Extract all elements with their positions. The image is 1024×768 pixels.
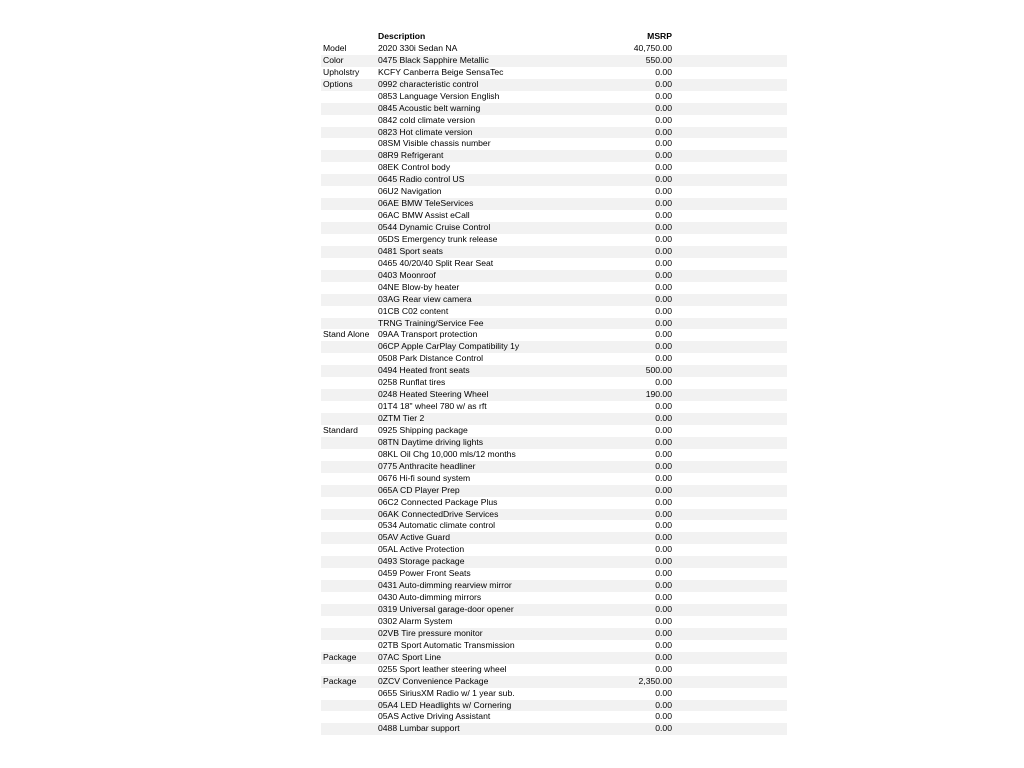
table-row xyxy=(321,509,787,521)
table-row xyxy=(321,640,787,652)
table-row xyxy=(321,485,787,497)
row-msrp: 40,750.00 xyxy=(633,42,672,53)
row-description: 0494 Heated front seats xyxy=(378,365,470,376)
row-description: 065A CD Player Prep xyxy=(378,484,460,495)
table-row xyxy=(321,592,787,604)
table-row xyxy=(321,461,787,473)
row-msrp: 0.00 xyxy=(655,257,672,268)
row-msrp: 0.00 xyxy=(655,413,672,423)
row-msrp: 0.00 xyxy=(655,496,672,507)
table-row xyxy=(321,79,787,91)
row-msrp: 0.00 xyxy=(655,460,672,471)
row-msrp: 0.00 xyxy=(655,615,672,626)
row-msrp: 0.00 xyxy=(655,520,672,531)
price-sheet xyxy=(321,31,787,735)
table-row xyxy=(321,628,787,640)
row-description: 0302 Alarm System xyxy=(378,615,453,626)
row-category: Package xyxy=(323,675,357,686)
row-msrp: 0.00 xyxy=(655,508,672,519)
row-description: 06U2 Navigation xyxy=(378,186,442,197)
row-description: KCFY Canberra Beige SensaTec xyxy=(378,66,504,77)
table-row xyxy=(321,425,787,437)
msrp-header: MSRP xyxy=(647,31,672,41)
row-description: 0544 Dynamic Cruise Control xyxy=(378,222,491,232)
row-msrp: 0.00 xyxy=(655,353,672,364)
row-description: 03AG Rear view camera xyxy=(378,293,472,304)
table-row xyxy=(321,43,787,55)
row-msrp: 0.00 xyxy=(655,532,672,543)
row-description: 0431 Auto-dimming rearview mirror xyxy=(378,580,512,591)
row-msrp: 550.00 xyxy=(645,54,672,65)
table-row xyxy=(321,437,787,449)
row-description: 06C2 Connected Package Plus xyxy=(378,496,498,507)
row-description: 0488 Lumbar support xyxy=(378,723,460,734)
table-row xyxy=(321,401,787,413)
row-description: 0465 40/20/40 Split Rear Seat xyxy=(378,257,494,268)
table-row xyxy=(321,91,787,103)
row-description: 0459 Power Front Seats xyxy=(378,568,471,579)
row-description: 0255 Sport leather steering wheel xyxy=(378,663,507,674)
row-msrp: 0.00 xyxy=(655,436,672,447)
row-msrp: 0.00 xyxy=(655,305,672,316)
row-category: Standard xyxy=(323,424,358,435)
table-row xyxy=(321,353,787,365)
table-row xyxy=(321,246,787,258)
row-msrp: 0.00 xyxy=(655,269,672,280)
row-description: 0992 characteristic control xyxy=(378,78,479,89)
row-description: 0508 Park Distance Control xyxy=(378,353,484,364)
table-row xyxy=(321,688,787,700)
row-msrp: 0.00 xyxy=(655,639,672,650)
row-category: Color xyxy=(323,54,344,65)
row-category: Options xyxy=(323,78,353,89)
row-description: 09AA Transport protection xyxy=(378,329,478,340)
row-msrp: 2,350.00 xyxy=(638,675,672,686)
row-description: 08SM Visible chassis number xyxy=(378,138,491,149)
row-msrp: 0.00 xyxy=(655,78,672,89)
row-description: 0ZTM Tier 2 xyxy=(378,413,425,423)
row-msrp: 0.00 xyxy=(655,150,672,161)
table-row xyxy=(321,365,787,377)
table-row xyxy=(321,604,787,616)
row-msrp: 0.00 xyxy=(655,317,672,328)
row-msrp: 0.00 xyxy=(655,627,672,638)
row-msrp: 0.00 xyxy=(655,448,672,459)
table-row xyxy=(321,127,787,139)
row-description: 0842 cold climate version xyxy=(378,114,475,125)
table-row xyxy=(321,115,787,127)
row-description: 0ZCV Convenience Package xyxy=(378,675,489,686)
table-row xyxy=(321,174,787,186)
row-msrp: 0.00 xyxy=(655,233,672,244)
table-row xyxy=(321,723,787,735)
row-msrp: 0.00 xyxy=(655,544,672,555)
row-description: 06AE BMW TeleServices xyxy=(378,198,474,209)
row-description: 0430 Auto-dimming mirrors xyxy=(378,592,482,603)
row-msrp: 0.00 xyxy=(655,90,672,101)
row-msrp: 0.00 xyxy=(655,424,672,435)
table-row xyxy=(321,55,787,67)
row-msrp: 0.00 xyxy=(655,186,672,197)
table-row xyxy=(321,676,787,688)
row-description: 0493 Storage package xyxy=(378,556,465,567)
table-row xyxy=(321,497,787,509)
row-msrp: 0.00 xyxy=(655,102,672,113)
row-description: 02VB Tire pressure monitor xyxy=(378,627,483,638)
row-description: 08R9 Refrigerant xyxy=(378,150,444,161)
row-msrp: 0.00 xyxy=(655,138,672,149)
row-description: 0534 Automatic climate control xyxy=(378,520,496,531)
table-row xyxy=(321,544,787,556)
row-description: TRNG Training/Service Fee xyxy=(378,317,484,328)
row-msrp: 0.00 xyxy=(655,114,672,125)
table-row xyxy=(321,652,787,664)
row-description: 05A4 LED Headlights w/ Cornering xyxy=(378,699,512,710)
row-description: 05AL Active Protection xyxy=(378,544,465,555)
row-description: 08KL Oil Chg 10,000 mls/12 months xyxy=(378,448,516,459)
table-row xyxy=(321,616,787,628)
row-description: 0475 Black Sapphire Metallic xyxy=(378,54,489,65)
row-msrp: 0.00 xyxy=(655,377,672,388)
table-row xyxy=(321,103,787,115)
table-row xyxy=(321,473,787,485)
table-row xyxy=(321,294,787,306)
row-description: 0775 Anthracite headliner xyxy=(378,460,476,471)
row-msrp: 0.00 xyxy=(655,604,672,614)
row-category: Stand Alone xyxy=(323,329,370,340)
row-msrp: 0.00 xyxy=(655,281,672,292)
row-msrp: 0.00 xyxy=(655,687,672,698)
row-msrp: 0.00 xyxy=(655,699,672,710)
row-description: 0645 Radio control US xyxy=(378,174,465,185)
row-description: 0823 Hot climate version xyxy=(378,126,473,137)
row-msrp: 0.00 xyxy=(655,210,672,221)
row-description: 2020 330i Sedan NA xyxy=(378,42,458,53)
table-row xyxy=(321,377,787,389)
table-row xyxy=(321,198,787,210)
row-description: 0248 Heated Steering Wheel xyxy=(378,389,489,400)
row-msrp: 0.00 xyxy=(655,222,672,232)
row-description: 0853 Language Version English xyxy=(378,90,500,101)
row-description: 0403 Moonroof xyxy=(378,269,436,280)
row-msrp: 0.00 xyxy=(655,401,672,412)
table-row xyxy=(321,138,787,150)
row-description: 01CB C02 content xyxy=(378,305,449,316)
table-row xyxy=(321,282,787,294)
row-msrp: 0.00 xyxy=(655,66,672,77)
table-row xyxy=(321,258,787,270)
row-msrp: 190.00 xyxy=(645,389,672,400)
row-msrp: 0.00 xyxy=(655,556,672,567)
row-description: 0481 Sport seats xyxy=(378,245,443,256)
row-description: 0258 Runflat tires xyxy=(378,377,446,388)
row-msrp: 0.00 xyxy=(655,341,672,352)
row-description: 01T4 18" wheel 780 w/ as rft xyxy=(378,401,487,412)
table-row xyxy=(321,532,787,544)
row-msrp: 0.00 xyxy=(655,293,672,304)
row-description: 0845 Acoustic belt warning xyxy=(378,102,481,113)
description-header: Description xyxy=(378,31,426,41)
row-msrp: 0.00 xyxy=(655,663,672,674)
table-row xyxy=(321,580,787,592)
row-msrp: 0.00 xyxy=(655,723,672,734)
row-msrp: 0.00 xyxy=(655,580,672,591)
header-row xyxy=(321,31,787,43)
table-row xyxy=(321,700,787,712)
row-description: 05AV Active Guard xyxy=(378,532,450,543)
row-description: 06AK ConnectedDrive Services xyxy=(378,508,499,519)
table-row xyxy=(321,306,787,318)
table-row xyxy=(321,449,787,461)
row-description: 04NE Blow-by heater xyxy=(378,281,460,292)
row-description: 0655 SiriusXM Radio w/ 1 year sub. xyxy=(378,687,515,698)
table-row xyxy=(321,150,787,162)
row-msrp: 0.00 xyxy=(655,592,672,603)
table-row xyxy=(321,186,787,198)
row-msrp: 0.00 xyxy=(655,711,672,722)
line-items xyxy=(321,43,787,735)
row-description: 08EK Control body xyxy=(378,162,451,173)
row-description: 06AC BMW Assist eCall xyxy=(378,210,470,221)
table-row xyxy=(321,162,787,174)
row-msrp: 0.00 xyxy=(655,245,672,256)
row-msrp: 0.00 xyxy=(655,472,672,483)
table-row xyxy=(321,222,787,234)
table-row xyxy=(321,568,787,580)
row-msrp: 0.00 xyxy=(655,162,672,173)
row-description: 08TN Daytime driving lights xyxy=(378,436,484,447)
table-row xyxy=(321,234,787,246)
row-description: 05DS Emergency trunk release xyxy=(378,233,498,244)
row-msrp: 0.00 xyxy=(655,484,672,495)
table-row xyxy=(321,210,787,222)
table-row xyxy=(321,341,787,353)
table-row xyxy=(321,556,787,568)
row-msrp: 0.00 xyxy=(655,174,672,185)
row-category: Model xyxy=(323,42,347,53)
row-description: 05AS Active Driving Assistant xyxy=(378,711,491,722)
row-category: Upholstry xyxy=(323,66,360,77)
table-row xyxy=(321,520,787,532)
table-row xyxy=(321,318,787,330)
row-description: 0319 Universal garage-door opener xyxy=(378,604,514,614)
table-row xyxy=(321,270,787,282)
row-msrp: 0.00 xyxy=(655,126,672,137)
table-row xyxy=(321,413,787,425)
table-row xyxy=(321,329,787,341)
table-row xyxy=(321,389,787,401)
table-row xyxy=(321,711,787,723)
row-msrp: 0.00 xyxy=(655,651,672,662)
row-description: 02TB Sport Automatic Transmission xyxy=(378,639,515,650)
row-msrp: 0.00 xyxy=(655,329,672,340)
row-description: 0925 Shipping package xyxy=(378,424,468,435)
row-msrp: 500.00 xyxy=(645,365,672,376)
row-description: 07AC Sport Line xyxy=(378,651,442,662)
table-row xyxy=(321,664,787,676)
row-description: 06CP Apple CarPlay Compatibility 1y xyxy=(378,341,520,352)
table-row xyxy=(321,67,787,79)
row-description: 0676 Hi-fi sound system xyxy=(378,472,471,483)
row-category: Package xyxy=(323,651,357,662)
row-msrp: 0.00 xyxy=(655,568,672,579)
row-msrp: 0.00 xyxy=(655,198,672,209)
